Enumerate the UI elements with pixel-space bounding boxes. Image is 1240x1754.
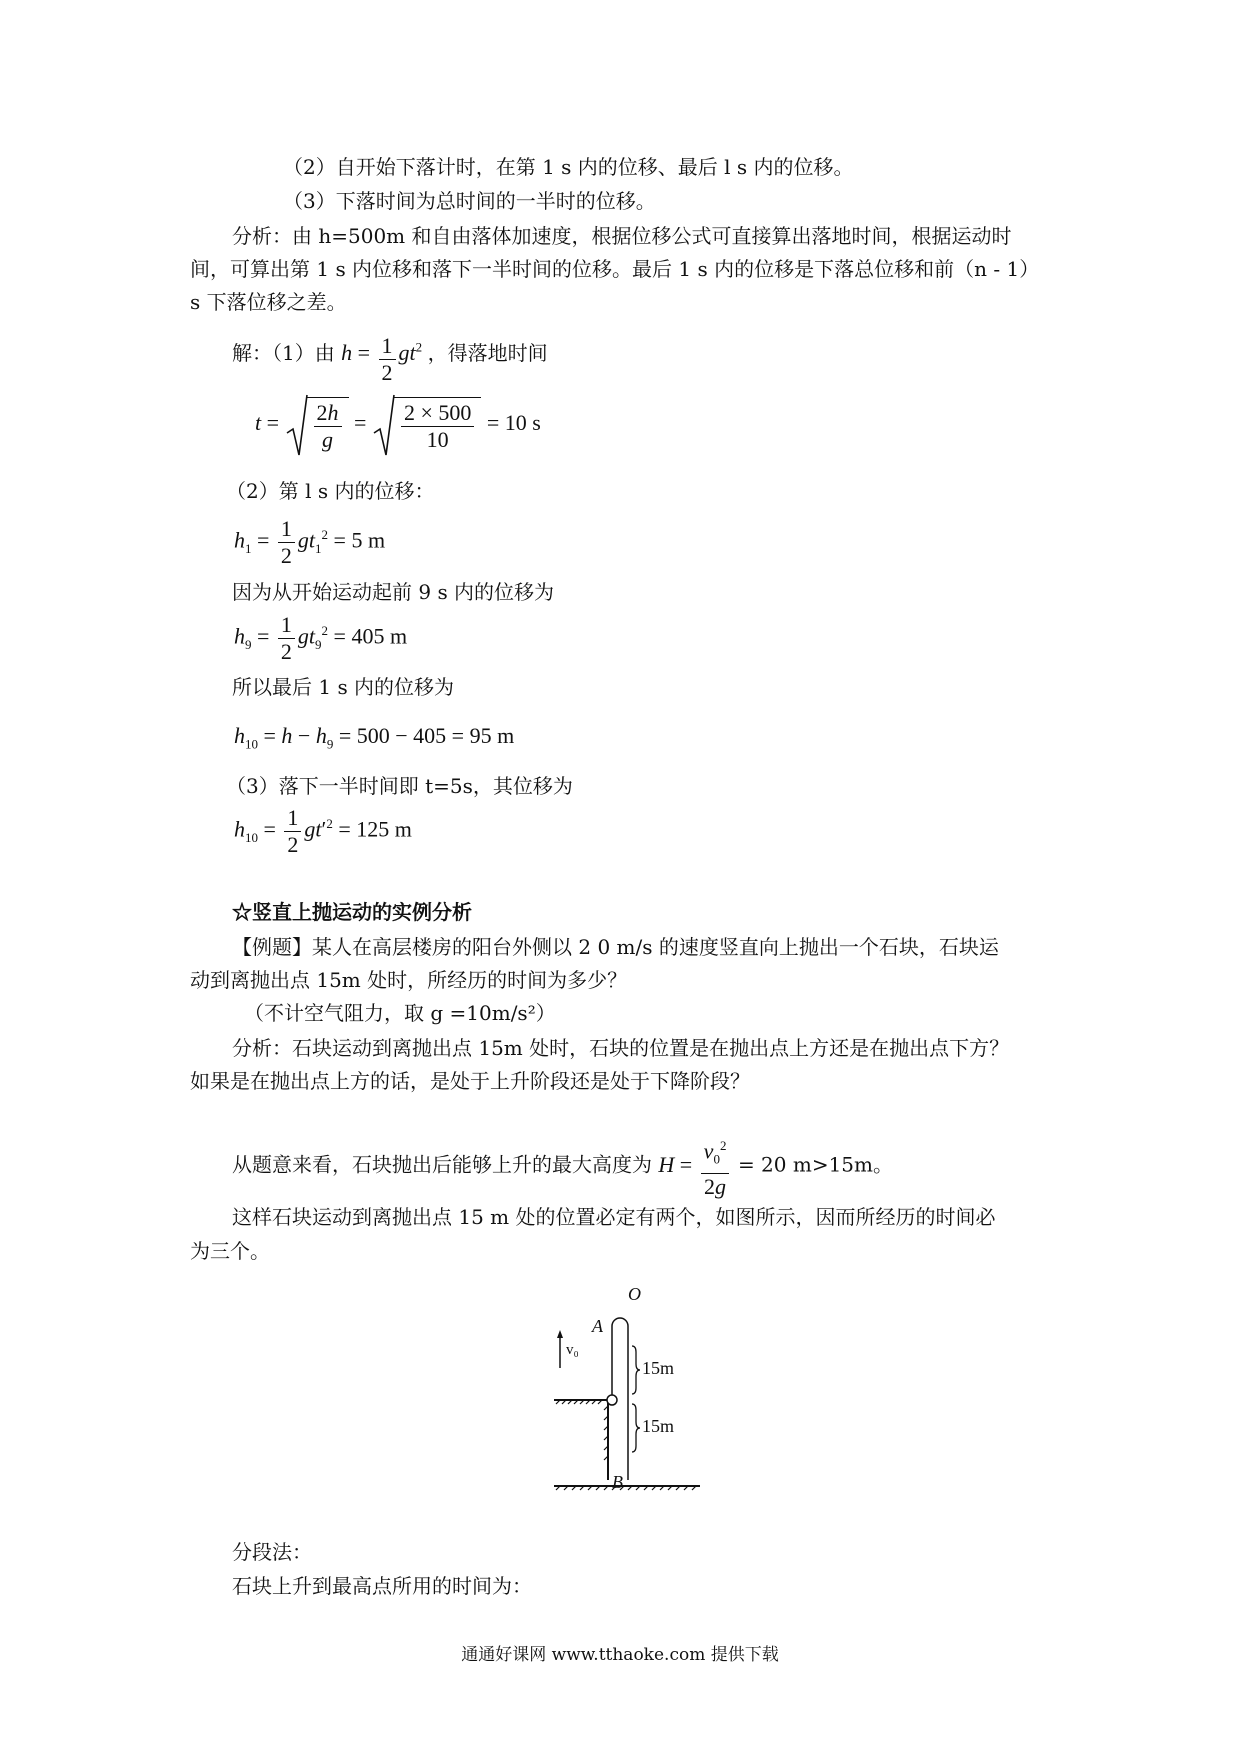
solution-2-last: 所以最后 1 s 内的位移为 (232, 675, 455, 699)
example-line-2: 动到离抛出点 15m 处时，所经历的时间为多少？ (190, 968, 628, 992)
max-height-formula: H = $\frac{v_0^2}{2g}$ (658, 1152, 738, 1177)
question-3: （3）下落时间为总时间的一半时的位移。 (283, 189, 656, 213)
upper-distance-label: 15m (642, 1358, 675, 1378)
segment-method-title: 分段法： (232, 1540, 312, 1564)
max-height-line (232, 1133, 893, 1200)
solution-2-title: （2）第 l s 内的位移： (226, 479, 435, 503)
h9-equation: $h_9$ = $\frac{1}{2}$ $gt_9^2 = 405$ m (234, 612, 408, 664)
fall-time-equation: t = $\frac{2h}{g}$ = $\frac{2 \times 500}{10}$ = 10 s (255, 397, 541, 453)
positions-line-2: 为三个。 (190, 1239, 270, 1263)
page-footer: 通通好课网 www.tthaoke.com 提供下载 (461, 1645, 779, 1665)
analysis-2-line-1: 分析：石块运动到离抛出点 15m 处时，石块的位置是在抛出点上方还是在抛出点下方？ (232, 1036, 1010, 1060)
solution-1-line (232, 333, 548, 386)
solution-1-suffix: ，得落地时间 (427, 341, 548, 365)
max-height-suffix: = 20 m>15m。 (737, 1152, 893, 1177)
point-a-label: A (592, 1316, 603, 1336)
lower-distance-label: 15m (642, 1416, 675, 1436)
positions-line-1: 这样石块运动到离抛出点 15 m 处的位置必定有两个，如图所示，因而所经历的时间必 (232, 1205, 996, 1229)
h9-result: = 405 m (333, 623, 408, 649)
h10-half-time-result: = 125 m (338, 816, 412, 842)
h1-result: = 5 m (333, 527, 386, 553)
point-b-label: B (612, 1472, 623, 1492)
analysis-1-line-1: 分析：由 h=500m 和自由落体加速度，根据位移公式可直接算出落地时间，根据运动时 (232, 224, 1012, 248)
analysis-1-line-2: 间，可算出第 1 s 内位移和落下一半时间的位移。最后 1 s 内的位移是下落总位移和前（n - 1） (190, 257, 1040, 281)
fall-time-result: = 10 s (486, 410, 541, 436)
analysis-2-line-2: 如果是在抛出点上方的话，是处于上升阶段还是处于下降阶段？ (190, 1069, 750, 1093)
example-line-3: （不计空气阻力，取 g =10m/s²） (244, 1001, 556, 1025)
v0-label: v₀ (566, 1342, 579, 1358)
max-height-prefix: 从题意来看，石块抛出后能够上升的最大高度为 (232, 1152, 652, 1177)
h10-result: = 500 − 405 = 95 m (338, 723, 515, 748)
rise-time-line: 石块上升到最高点所用的时间为： (232, 1574, 532, 1598)
question-2: （2）自开始下落计时，在第 1 s 内的位移、最后 l s 内的位移。 (283, 155, 854, 179)
solution-2-mid: 因为从开始运动起前 9 s 内的位移为 (232, 580, 555, 604)
h10-half-time-equation: $h_{10}$ = $\frac{1}{2}$ $gt'^2 = 125$ m (234, 805, 412, 857)
example-line-1: 【例题】某人在高层楼房的阳台外侧以 2 0 m/s 的速度竖直向上抛出一个石块，石块运 (232, 935, 999, 959)
h10-equation: $h_{10} = h - h_9 = 500 - 405 = 95$ m (234, 723, 515, 752)
free-fall-formula: h = $\frac{1}{2}$ $gt^2$ (341, 333, 423, 385)
h1-equation: $h_1$ = $\frac{1}{2}$ $gt_1^2 = 5$ m (234, 516, 386, 568)
solution-3-title: （3）落下一半时间即 t=5s，其位移为 (226, 774, 573, 798)
section-title: ☆竖直上抛运动的实例分析 (232, 900, 472, 924)
analysis-1-line-3: s 下落位移之差。 (190, 290, 347, 314)
diagram-svg (550, 1290, 720, 1505)
solution-1-prefix: 解：（1）由 (232, 341, 335, 365)
projectile-diagram (550, 1284, 720, 1505)
point-o-label: O (628, 1284, 641, 1304)
